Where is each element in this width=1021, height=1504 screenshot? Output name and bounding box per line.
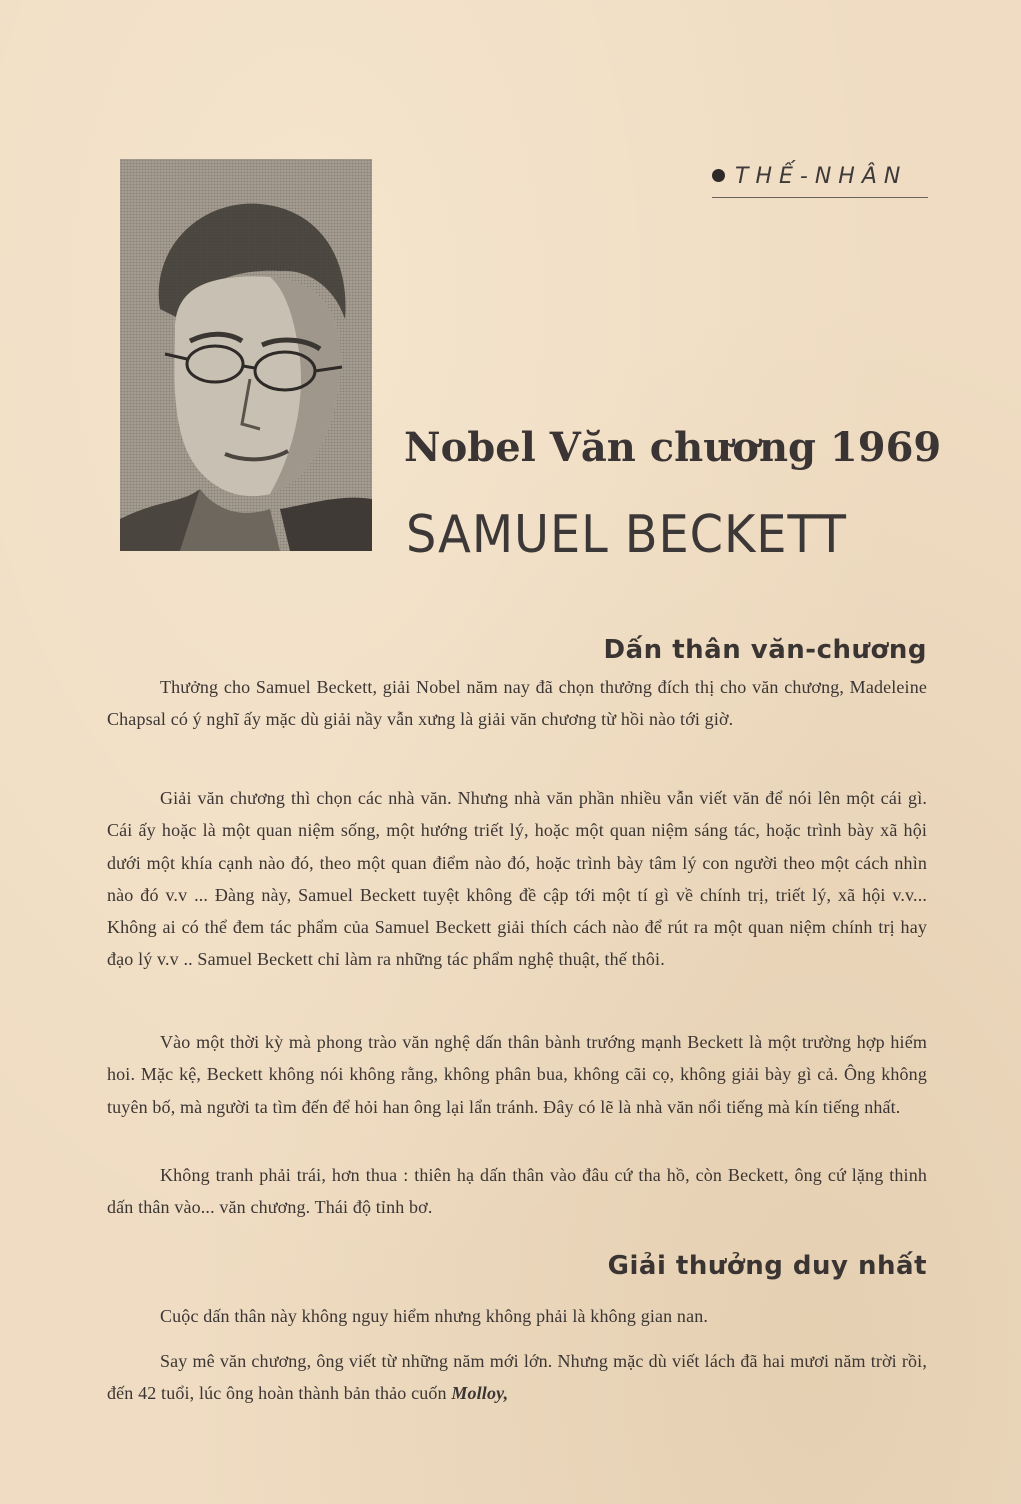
headline: Nobel Văn chương 1969	[404, 424, 942, 471]
paragraph-6	[107, 1345, 927, 1410]
paragraph-3: Vào một thời kỳ mà phong trào văn nghệ dấn thân bành trướng mạnh Beckett là một trường hợp hiếm hoi. Mặc kệ, Beckett không nói không rằng, không phân bua, không cãi cọ, không giải bày gì cả. Ông không tuyên bố, mà người ta tìm đến để hỏi han ông lại lẩn tránh. Đây có lẽ là nhà văn nổi tiếng mà kín tiếng nhất.	[107, 1032, 927, 1117]
section-header	[712, 164, 928, 198]
bullet-icon	[712, 169, 725, 182]
author-portrait	[120, 159, 372, 551]
paragraph-4: Không tranh phải trái, hơn thua : thiên hạ dấn thân vào đâu cứ tha hồ, còn Beckett, ông cứ lặng thinh dấn thân vào... văn chương. Thái độ tỉnh bơ.	[107, 1165, 927, 1218]
subhead-engagement: Dấn thân văn-chương	[603, 635, 927, 665]
section-label: THẾ-NHÂN	[735, 164, 908, 189]
portrait-photo-icon	[120, 159, 372, 551]
paragraph-5: Cuộc dấn thân này không nguy hiểm nhưng không phải là không gian nan.	[160, 1306, 709, 1326]
subhead-unique-prize: Giải thưởng duy nhất	[607, 1251, 927, 1281]
book-title: Molloy,	[451, 1383, 509, 1404]
author-name: SAMUEL BECKETT	[406, 505, 847, 565]
paragraph-6-text: Say mê văn chương, ông viết từ những năm mới lớn. Nhưng mặc dù viết lách đã hai mươi năm trời rồi, đến 42 tuổi, lúc ông hoàn thành bản thảo cuốn	[107, 1351, 927, 1404]
paragraph-2: Giải văn chương thì chọn các nhà văn. Nhưng nhà văn phần nhiều vẫn viết văn để nói lên một cái gì. Cái ấy hoặc là một quan niệm sống, một hướng triết lý, hoặc một quan niệm sáng tác, hoặc trình bày xã hội dưới một khía cạnh nào đó, theo một quan điểm nào đó, hoặc trình bày tâm lý con người theo một cách nhìn nào đó v.v ... Đàng này, Samuel Beckett tuyệt không đề cập tới một tí gì về chính trị, triết lý, xã hội v.v... Không ai có thể đem tác phẩm của Samuel Beckett giải thích cách nào để rút ra một quan niệm chính trị hay đạo lý v.v .. Samuel Beckett chỉ làm ra những tác phẩm nghệ thuật, thế thôi.	[107, 788, 927, 970]
paragraph-1: Thưởng cho Samuel Beckett, giải Nobel năm nay đã chọn thưởng đích thị cho văn chương, Madeleine Chapsal có ý nghĩ ấy mặc dù giải nầy vẫn xưng là giải văn chương từ hồi nào tới giờ.	[107, 677, 927, 730]
